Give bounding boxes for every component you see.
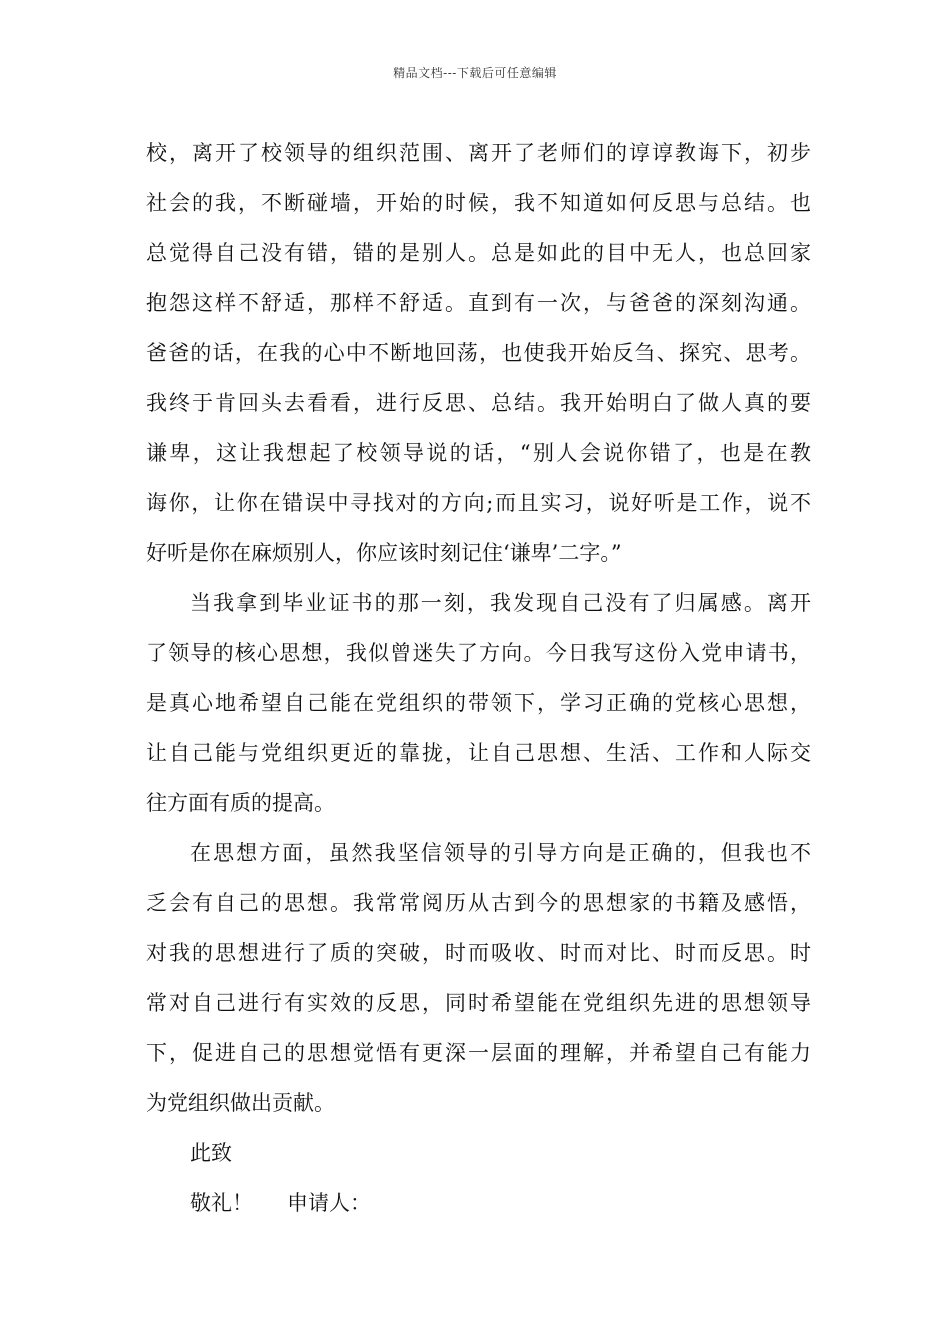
applicant-label: 申请人： — [287, 1191, 371, 1215]
text-line: 当我拿到毕业证书的那一刻，我发现自己没有了归属感。离开 — [190, 591, 811, 615]
page-header: 精品文档---下载后可任意编辑 — [393, 66, 557, 80]
text-line: 是真心地希望自己能在党组织的带领下，学习正确的党核心思想， — [146, 691, 811, 715]
text-line: 对我的思想进行了质的突破，时而吸收、时而对比、时而反思。时 — [146, 941, 811, 965]
text-line: 在思想方面，虽然我坚信领导的引导方向是正确的，但我也不 — [190, 841, 811, 865]
text-line: 常对自己进行有实效的反思，同时希望能在党组织先进的思想领导 — [146, 991, 811, 1015]
paragraph-2 — [146, 578, 811, 828]
text-line: 了领导的核心思想，我似曾迷失了方向。今日我写这份入党申请书， — [146, 641, 811, 665]
text-line: 下，促进自己的思想觉悟有更深一层面的理解，并希望自己有能力 — [146, 1041, 811, 1065]
text-line: 好听是你在麻烦别人，你应该时刻记住‘谦卑’二字。” — [146, 541, 622, 565]
text-line: 抱怨这样不舒适，那样不舒适。直到有一次，与爸爸的深刻沟通。 — [146, 291, 811, 315]
text-line: 为党组织做出贡献。 — [146, 1091, 335, 1115]
text-line: 总觉得自己没有错，错的是别人。总是如此的目中无人，也总回家 — [146, 241, 811, 265]
text-line: 谦卑，这让我想起了校领导说的话，“别人会说你错了，也是在教 — [146, 441, 811, 465]
text-line: 爸爸的话，在我的心中不断地回荡，也使我开始反刍、探究、思考。 — [146, 341, 811, 365]
regards: 敬礼！ — [190, 1191, 253, 1215]
paragraph-3 — [146, 828, 811, 1128]
text-line: 让自己能与党组织更近的靠拢，让自己思想、生活、工作和人际交 — [146, 741, 811, 765]
paragraph-1 — [146, 128, 811, 578]
text-line: 校，离开了校领导的组织范围、离开了老师们的谆谆教诲下，初步 — [146, 141, 811, 165]
salutation: 此致 — [190, 1141, 232, 1165]
closing — [146, 1128, 811, 1228]
text-line: 往方面有质的提高。 — [146, 791, 335, 815]
document-body — [146, 128, 811, 1228]
text-line: 乏会有自己的思想。我常常阅历从古到今的思想家的书籍及感悟， — [146, 891, 811, 915]
regards-line — [146, 1178, 811, 1228]
text-line: 社会的我，不断碰墙，开始的时候，我不知道如何反思与总结。也 — [146, 191, 811, 215]
text-line: 诲你，让你在错误中寻找对的方向;而且实习，说好听是工作，说不 — [146, 491, 811, 515]
text-line: 我终于肯回头去看看，进行反思、总结。我开始明白了做人真的要 — [146, 391, 811, 415]
